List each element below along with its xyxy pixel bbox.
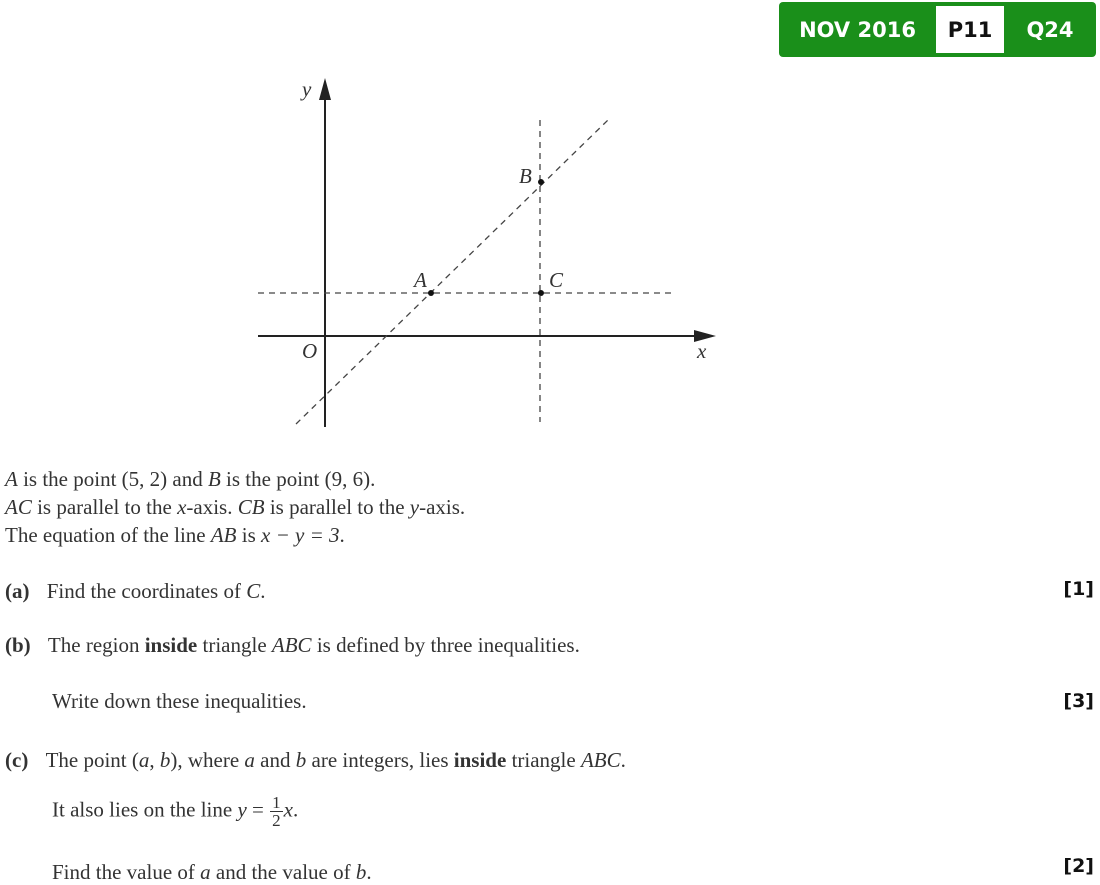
part-a-text: . (260, 579, 266, 603)
part-a-marks: [1] (1063, 578, 1094, 600)
part-b-text: is defined by three inequalities. (311, 633, 580, 657)
var-b: b (295, 748, 307, 772)
point-b-ref: B (207, 467, 221, 491)
point-b-dot (538, 179, 544, 185)
part-c-text: It also lies on the line (52, 797, 238, 822)
stem-text: is parallel to the (264, 495, 410, 519)
point-c-ref: C (246, 579, 261, 603)
var-b: b (355, 860, 367, 884)
part-c-text: ), where (170, 748, 245, 772)
part-a-label: (a) (5, 579, 30, 603)
var-b: b (159, 748, 171, 772)
y-axis-label: y (302, 77, 312, 101)
coordinate-diagram (0, 0, 760, 440)
part-a (5, 579, 265, 604)
origin-label: O (302, 339, 318, 363)
point-b-label: B (519, 164, 532, 188)
stem-text: The equation of the line (5, 523, 211, 547)
part-c-text: . (366, 860, 372, 884)
part-b-text: The region (47, 633, 145, 657)
part-b-instruction: Write down these inequalities. (52, 689, 307, 713)
part-c-instruction (52, 860, 372, 885)
var-y: y (237, 797, 247, 822)
part-c (5, 748, 626, 773)
point-a-label: A (414, 268, 427, 292)
segment-ac-ref: AC (5, 495, 32, 519)
y-ref: y (409, 495, 420, 519)
stem-line-3 (5, 523, 345, 547)
part-c-marks: [2] (1063, 855, 1094, 877)
part-c-text: . (620, 748, 626, 772)
emphasis-inside: inside (453, 748, 507, 772)
triangle-abc-ref: ABC (580, 748, 621, 772)
x-axis-label: x (697, 339, 707, 363)
stem-line-2 (5, 495, 465, 519)
part-b-label: (b) (5, 633, 31, 657)
fraction-denominator: 2 (272, 811, 281, 830)
var-a: a (200, 860, 211, 884)
var-x: x (283, 797, 293, 822)
triangle-abc-ref: ABC (271, 633, 312, 657)
question-number: Q24 (1026, 17, 1074, 42)
stem-text: is the point (9, 6). (220, 467, 376, 491)
part-c-text: and the value of (210, 860, 356, 884)
part-b (5, 633, 580, 658)
point-c-label: C (549, 268, 564, 292)
segment-ab-ref: AB (210, 523, 237, 547)
part-c-text: and (254, 748, 296, 772)
part-c-text: Find the value of (52, 860, 201, 884)
part-c-text: . (292, 797, 299, 822)
segment-cb-ref: CB (237, 495, 265, 519)
y-axis-arrowhead (319, 78, 331, 100)
stem-text: is (236, 523, 262, 547)
point-c-dot (538, 290, 544, 296)
part-b-marks: [3] (1063, 690, 1094, 712)
x-ref: x (177, 495, 187, 519)
var-a: a (244, 748, 255, 772)
fraction-numerator: 1 (272, 793, 281, 812)
var-a: a (138, 748, 150, 772)
part-c-label: (c) (5, 748, 29, 772)
part-b-text: triangle (197, 633, 272, 657)
paper-number: P11 (936, 6, 1004, 53)
part-c-text: The point ( (45, 748, 139, 772)
line-ab-equation: x − y = 3 (261, 523, 340, 547)
part-a-text: Find the coordinates of (46, 579, 247, 603)
stem-text: . (339, 523, 345, 547)
part-c-line-equation (52, 794, 298, 829)
stem-text: is the point (5, 2) and (17, 467, 208, 491)
fraction-one-half (270, 794, 283, 829)
question-reference-badge (779, 2, 1096, 57)
exam-session: NOV 2016 (799, 17, 916, 42)
part-c-text: = (246, 797, 270, 822)
part-c-text: , (149, 748, 160, 772)
stem-line-1 (5, 467, 375, 491)
point-a-ref: A (5, 467, 18, 491)
stem-text: -axis. (186, 495, 238, 519)
part-c-text: are integers, lies (306, 748, 454, 772)
point-a-dot (428, 290, 434, 296)
emphasis-inside: inside (144, 633, 198, 657)
stem-text: -axis. (419, 495, 466, 519)
stem-text: is parallel to the (31, 495, 178, 519)
part-c-text: triangle (506, 748, 581, 772)
